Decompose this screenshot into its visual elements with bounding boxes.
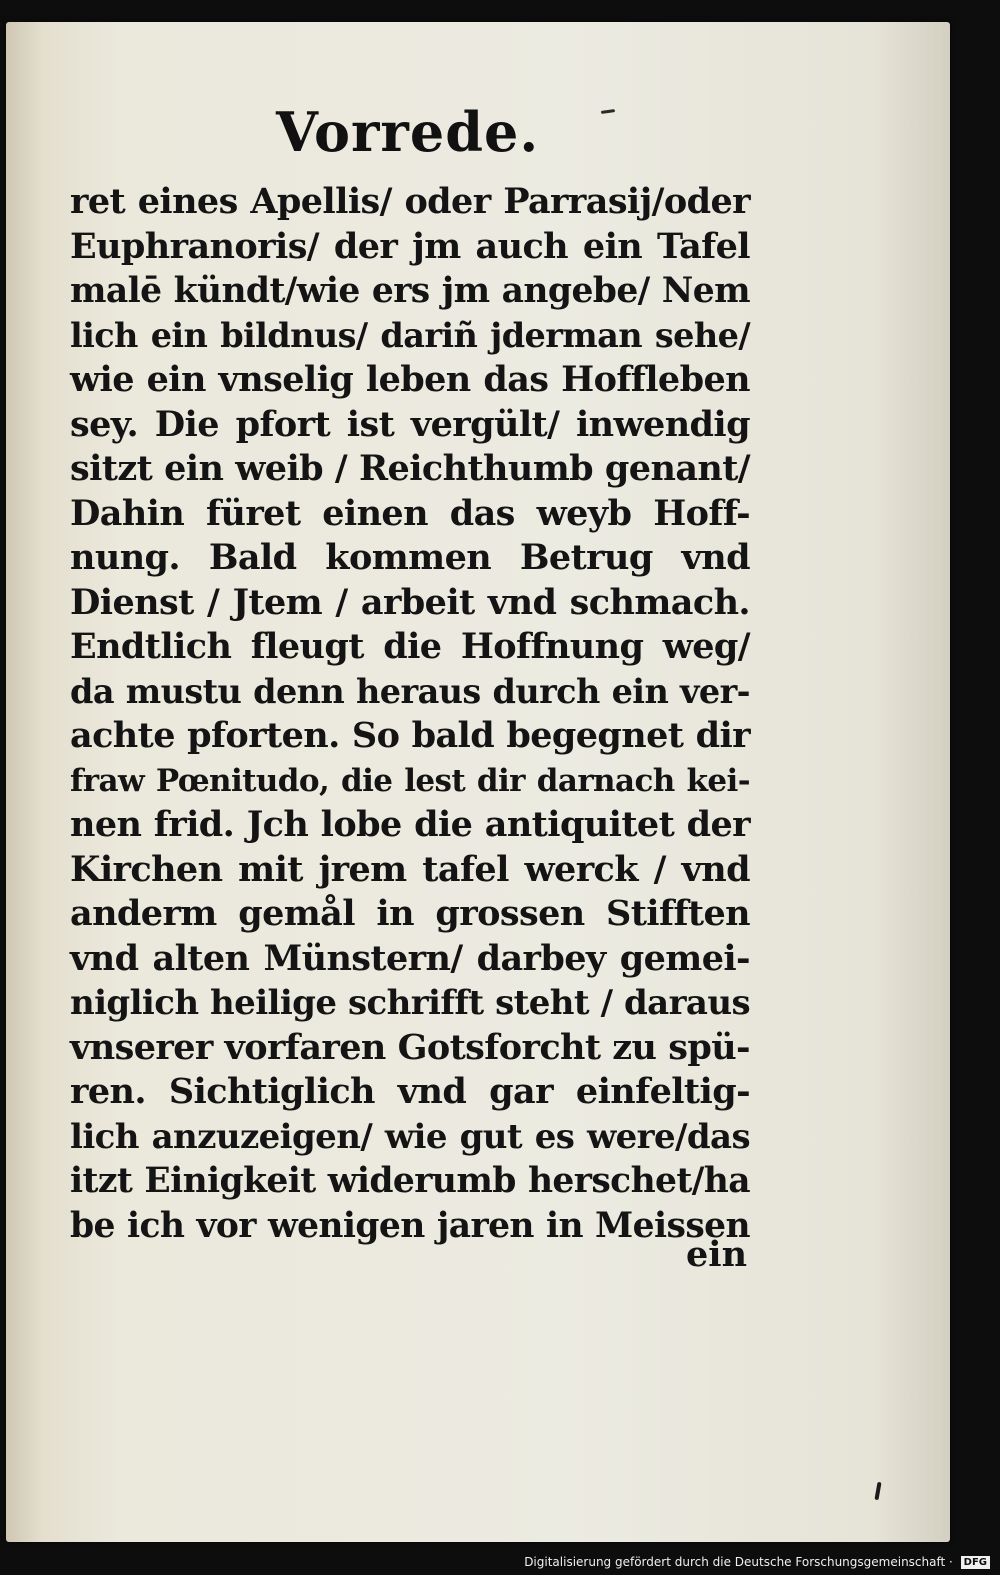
text-line: da mustu denn heraus durch ein ver- — [70, 671, 750, 711]
text-line: lich ein bildnus/ dariñ jderman sehe/ — [70, 315, 750, 355]
text-line: fraw Pœnitudo, die lest dir darnach kei- — [70, 762, 750, 799]
text-line: vnd alten Münstern/ darbey gemei- — [70, 937, 750, 979]
text-line: sitzt ein weib / Reichthumb genant/ — [70, 448, 750, 489]
dfg-logo: DFG — [961, 1556, 990, 1569]
ink-speck — [874, 1482, 881, 1500]
text-line: ret eines Apellis/ oder Parrasij/oder — [70, 181, 750, 222]
text-line: Endtlich fleugt die Hoffnung weg/ — [70, 626, 750, 667]
text-line: wie ein vnselig leben das Hoffleben — [70, 359, 750, 400]
text-line: ren. Sichtiglich vnd gar einfeltig- — [70, 1071, 750, 1112]
digitization-credit — [524, 1555, 990, 1569]
text-line: vnserer vorfaren Gotsforcht zu spü- — [70, 1026, 750, 1068]
text-line: achte pforten. So bald begegnet dir — [70, 715, 750, 756]
text-line: niglich heilige schrifft steht / daraus — [70, 983, 750, 1023]
text-line: anderm gemål in grossen Stifften — [70, 893, 750, 934]
text-line: Dienst / Jtem / arbeit vnd schmach. — [70, 581, 750, 623]
text-line: itzt Einigkeit widerumb herschet/ha — [70, 1161, 750, 1201]
text-line: Dahin füret einen das weyb Hoff- — [70, 492, 750, 534]
ink-speck — [601, 109, 615, 114]
text-line: Kirchen mit jrem tafel werck / vnd — [70, 848, 750, 890]
credit-text: Digitalisierung gefördert durch die Deutsche Forschungsgemeinschaft · — [524, 1555, 953, 1569]
book-page — [6, 22, 950, 1542]
text-line: malē kündt/wie ers jm angebe/ Nem — [70, 271, 750, 311]
text-line: sey. Die pfort ist vergült/ inwendig — [70, 403, 750, 445]
text-line: nen frid. Jch lobe die antiquitet der — [70, 804, 750, 845]
text-line: nung. Bald kommen Betrug vnd — [70, 537, 750, 578]
body-text — [70, 180, 750, 1248]
text-line: lich anzuzeigen/ wie gut es were/das — [70, 1116, 750, 1157]
text-line: be ich vor wenigen jaren in Meissen — [70, 1205, 750, 1246]
text-line: Euphranoris/ der jm auch ein Tafel — [70, 225, 750, 267]
running-head: Vorrede. — [276, 100, 540, 164]
catchword: ein — [686, 1234, 748, 1275]
